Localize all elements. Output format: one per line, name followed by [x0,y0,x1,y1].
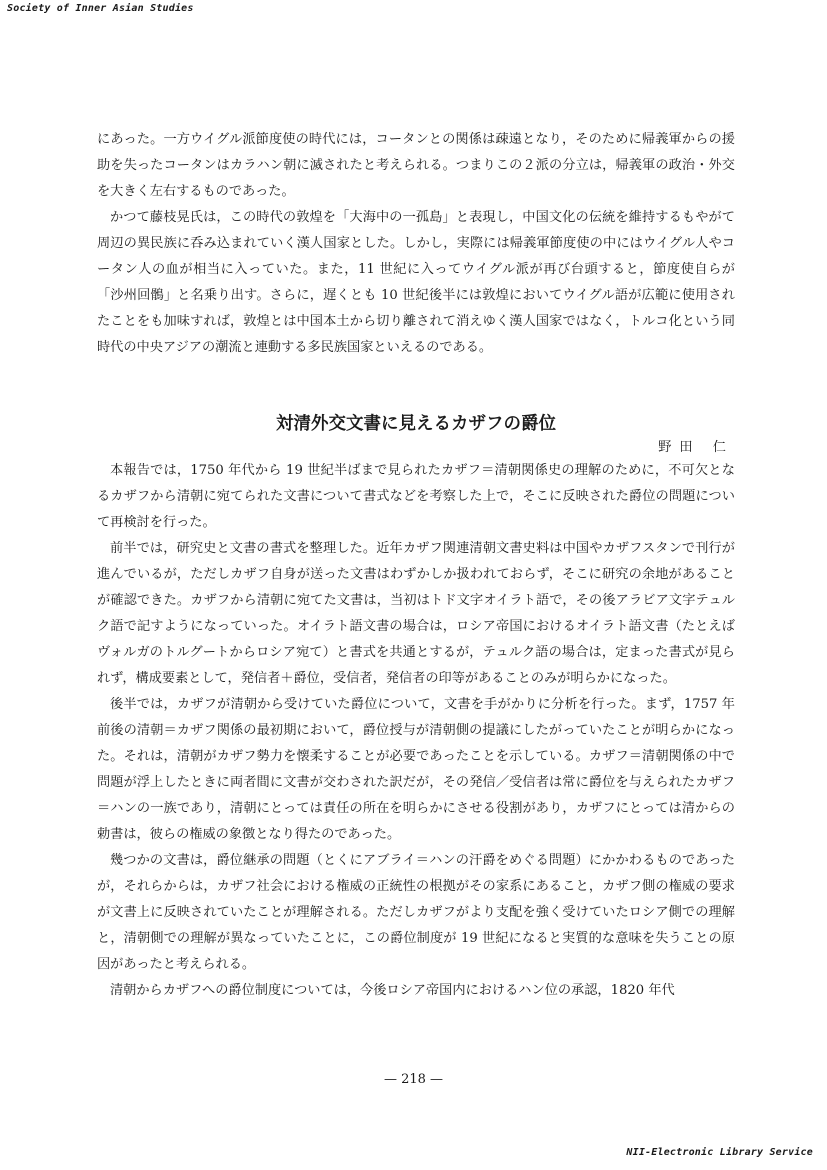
author-name: 野田 仁 [658,440,734,455]
report-paragraph: 前半では，研究史と文書の書式を整理した。近年カザフ関連清朝文書史料は中国やカザフスタンで刊行が進んでいるが，ただしカザフ自身が送った文書はわずかしか扱われておらず，そこに研究の余地があることが確認できた。カザフから清朝に宛てた文書は，当初はトド文字オイラト語で，その後アラビア文字テュルク語で記すようになっていった。オイラト語文書の場合は，ロシア帝国におけるオイラト語文書（たとえばヴォルガのトルグートからロシア宛て）と書式を共通とするが，テュルク語の場合は，定まった書式が見られず，構成要素として，発信者＋爵位，受信者，発信者の印等があることのみが明らかになった。 [97,541,735,686]
page-number: — 218 — [383,1072,444,1087]
source-header: Society of Inner Asian Studies [7,3,194,14]
report-body [97,458,735,1004]
intro-paragraph: にあった。一方ウイグル派節度使の時代には，コータンとの関係は疎遠となり，そのために帰義軍からの援助を失ったコータンはカラハン朝に滅されたと考えられる。つまりこの２派の分立は，帰義軍の政治・外交を大きく左右するものであった。 [97,132,735,199]
section-title: 対清外交文書に見えるカザフの爵位 [276,414,556,434]
intro-paragraph: かつて藤枝晃氏は，この時代の敦煌を「大海中の一孤島」と表現し，中国文化の伝統を維持するもやがて周辺の異民族に呑み込まれていく漢人国家とした。しかし，実際には帰義軍節度使の中にはウイグル人やコータン人の血が相当に入っていた。また，11 世紀に入ってウイグル派が再び台頭すると，節度使自らが「沙州回鶻」と名乗り出す。さらに，遅くとも 10 世紀後半には敦煌においてウイグル語が広範に使用されたことをも加味すれば，敦煌とは中国本土から切り離されて消えゆく漢人国家ではなく，トルコ化という同時代の中央アジアの潮流と連動する多民族国家といえるのである。 [97,210,735,355]
report-paragraph: 幾つかの文書は，爵位継承の問題（とくにアブライ＝ハンの汗爵をめぐる問題）にかかわるものであったが，それらからは，カザフ社会における権威の正統性の根拠がその家系にあること，カザフ側の権威の要求が文書上に反映されていたことが理解される。ただしカザフがより支配を強く受けていたロシア側での理解と，清朝側での理解が異なっていたことに，この爵位制度が 19 世紀になると実質的な意味を失うことの原因があったと考えられる。 [97,853,735,972]
library-footer: NII-Electronic Library Service [626,1147,813,1158]
intro-section [97,127,735,361]
report-paragraph: 後半では，カザフが清朝から受けていた爵位について，文書を手がかりに分析を行った。まず，1757 年前後の清朝＝カザフ関係の最初期において，爵位授与が清朝側の提議にしたがっていたことが明らかになった。それは，清朝がカザフ勢力を懐柔することが必要であったことを示している。カザフ＝清朝関係の中で問題が浮上したときに両者間に文書が交わされた訳だが，その発信／受信者は常に爵位を与えられたカザフ＝ハンの一族であり，清朝にとっては責任の所在を明らかにさせる役割があり，カザフにとっては清からの勅書は，彼らの権威の象徴となり得たのであった。 [97,697,735,842]
report-paragraph: 清朝からカザフへの爵位制度については，今後ロシア帝国内におけるハン位の承認，1820 年代 [110,983,675,998]
report-paragraph: 本報告では，1750 年代から 19 世紀半ばまで見られたカザフ＝清朝関係史の理解のために，不可欠となるカザフから清朝に宛てられた文書について書式などを考察した上で，そこに反映された爵位の問題について再検討を行った。 [97,463,735,530]
